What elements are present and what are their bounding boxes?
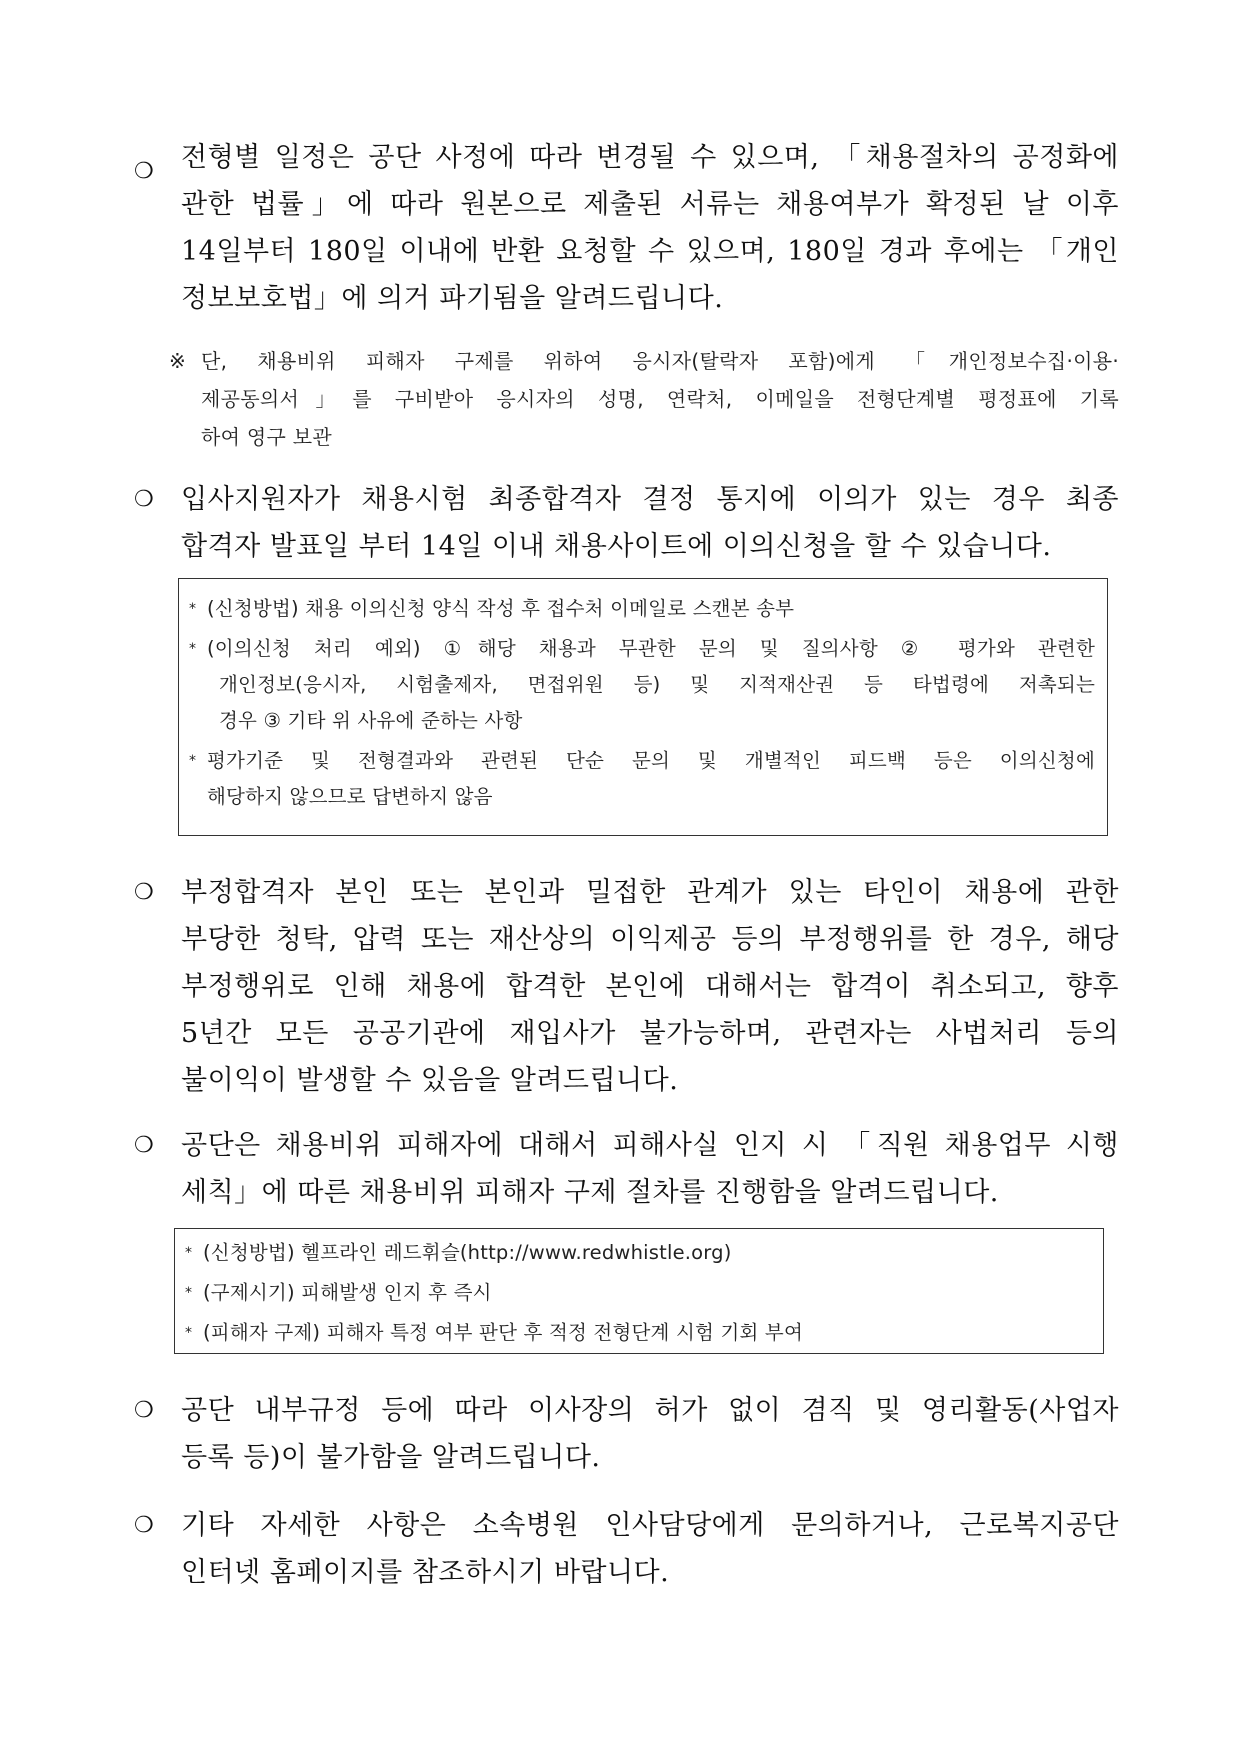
footnote [169,342,1119,456]
asterisk-icon: * [185,1245,192,1261]
paragraph [181,476,1119,570]
paragraph [181,869,1119,1104]
info-line: (피해자 구제) 피해자 특정 여부 판단 후 적정 전형단계 시험 기회 부여 [203,1321,803,1344]
info-item [175,1315,1103,1351]
info-item [175,1275,1103,1311]
info-line: 해당하지 않으므로 답변하지 않음 [207,785,493,808]
circle-bullet-icon: ❍ [134,1398,154,1423]
info-line: 경우 ③ 기타 위 사유에 준하는 사항 [219,709,523,732]
asterisk-icon: * [189,753,196,769]
info-item [175,1235,1103,1271]
paragraph-line: 입사지원자가 채용시험 최종합격자 결정 통지에 이의가 있는 경우 최종 [181,484,1119,515]
asterisk-icon: * [185,1325,192,1341]
paragraph-line: 인터넷 홈페이지를 참조하시기 바랍니다. [181,1557,670,1588]
circle-bullet-icon: ❍ [134,1513,154,1538]
paragraph-line: 부정행위로 인해 채용에 합격한 본인에 대해서는 합격이 취소되고, 향후 [181,971,1119,1002]
appeal-info-box [178,578,1108,836]
info-line: 평가기준 및 전형결과와 관련된 단순 문의 및 개별적인 피드백 등은 이의신청에 [207,749,1095,772]
paragraph-line: 공단 내부규정 등에 따라 이사장의 허가 없이 겸직 및 영리활동(사업자 [181,1395,1119,1426]
circle-bullet-icon: ❍ [134,1133,154,1158]
paragraph-line: 공단은 채용비위 피해자에 대해서 피해사실 인지 시 「직원 채용업무 시행 [181,1130,1119,1161]
paragraph-line: 불이익이 발생할 수 있음을 알려드립니다. [181,1065,679,1096]
paragraph [181,134,1119,322]
relief-info-box [174,1228,1104,1354]
paragraph [181,1122,1119,1216]
paragraph-line: 14일부터 180일 이내에 반환 요청할 수 있으며, 180일 경과 후에는 「개인 [181,236,1119,267]
asterisk-icon: * [189,641,196,657]
circle-bullet-icon: ❍ [134,487,154,512]
paragraph-line: 등록 등)이 불가함을 알려드립니다. [181,1442,601,1473]
paragraph-line: 합격자 발표일 부터 14일 이내 채용사이트에 이의신청을 할 수 있습니다. [181,531,1052,562]
paragraph-line: 5년간 모든 공공기관에 재입사가 불가능하며, 관련자는 사법처리 등의 [181,1018,1119,1049]
paragraph-line: 세칙」에 따른 채용비위 피해자 구제 절차를 진행함을 알려드립니다. [181,1177,999,1208]
paragraph-line: 부당한 청탁, 압력 또는 재산상의 이익제공 등의 부정행위를 한 경우, 해당 [181,924,1119,955]
info-line: (신청방법) 헬프라인 레드휘슬(http://www.redwhistle.org) [203,1241,732,1264]
paragraph-line: 정보보호법」에 의거 파기됨을 알려드립니다. [181,283,724,314]
asterisk-icon: * [189,601,196,617]
footnote-line: 제공동의서」를 구비받아 응시자의 성명, 연락처, 이메일을 전형단계별 평정표에 기록 [201,387,1119,411]
paragraph-line: 전형별 일정은 공단 사정에 따라 변경될 수 있으며, 「채용절차의 공정화에 [181,142,1119,173]
footnote-line: 하여 영구 보관 [201,425,333,449]
info-item [179,631,1107,739]
asterisk-icon: * [185,1285,192,1301]
info-line: 개인정보(응시자, 시험출제자, 면접위원 등) 및 지적재산권 등 타법령에 저촉되는 [219,673,1095,696]
info-line: (구제시기) 피해발생 인지 후 즉시 [203,1281,492,1304]
paragraph-line: 기타 자세한 사항은 소속병원 인사담당에게 문의하거나, 근로복지공단 [181,1510,1119,1541]
circle-bullet-icon: ❍ [134,159,154,184]
paragraph-line: 관한 법률」에 따라 원본으로 제출된 서류는 채용여부가 확정된 날 이후 [181,189,1119,220]
paragraph [181,1387,1119,1481]
paragraph [181,1502,1119,1596]
info-item [179,591,1107,627]
reference-mark-icon: ※ [169,349,186,373]
footnote-line: 단, 채용비위 피해자 구제를 위하여 응시자(탈락자 포함)에게 「개인정보수집·이용· [201,349,1119,373]
circle-bullet-icon: ❍ [134,880,154,905]
info-item [179,743,1107,815]
info-line: (이의신청 처리 예외) ①해당 채용과 무관한 문의 및 질의사항 ② 평가와 관련한 [207,637,1095,660]
info-line: (신청방법) 채용 이의신청 양식 작성 후 접수처 이메일로 스캔본 송부 [207,597,795,620]
paragraph-line: 부정합격자 본인 또는 본인과 밀접한 관계가 있는 타인이 채용에 관한 [181,877,1119,908]
